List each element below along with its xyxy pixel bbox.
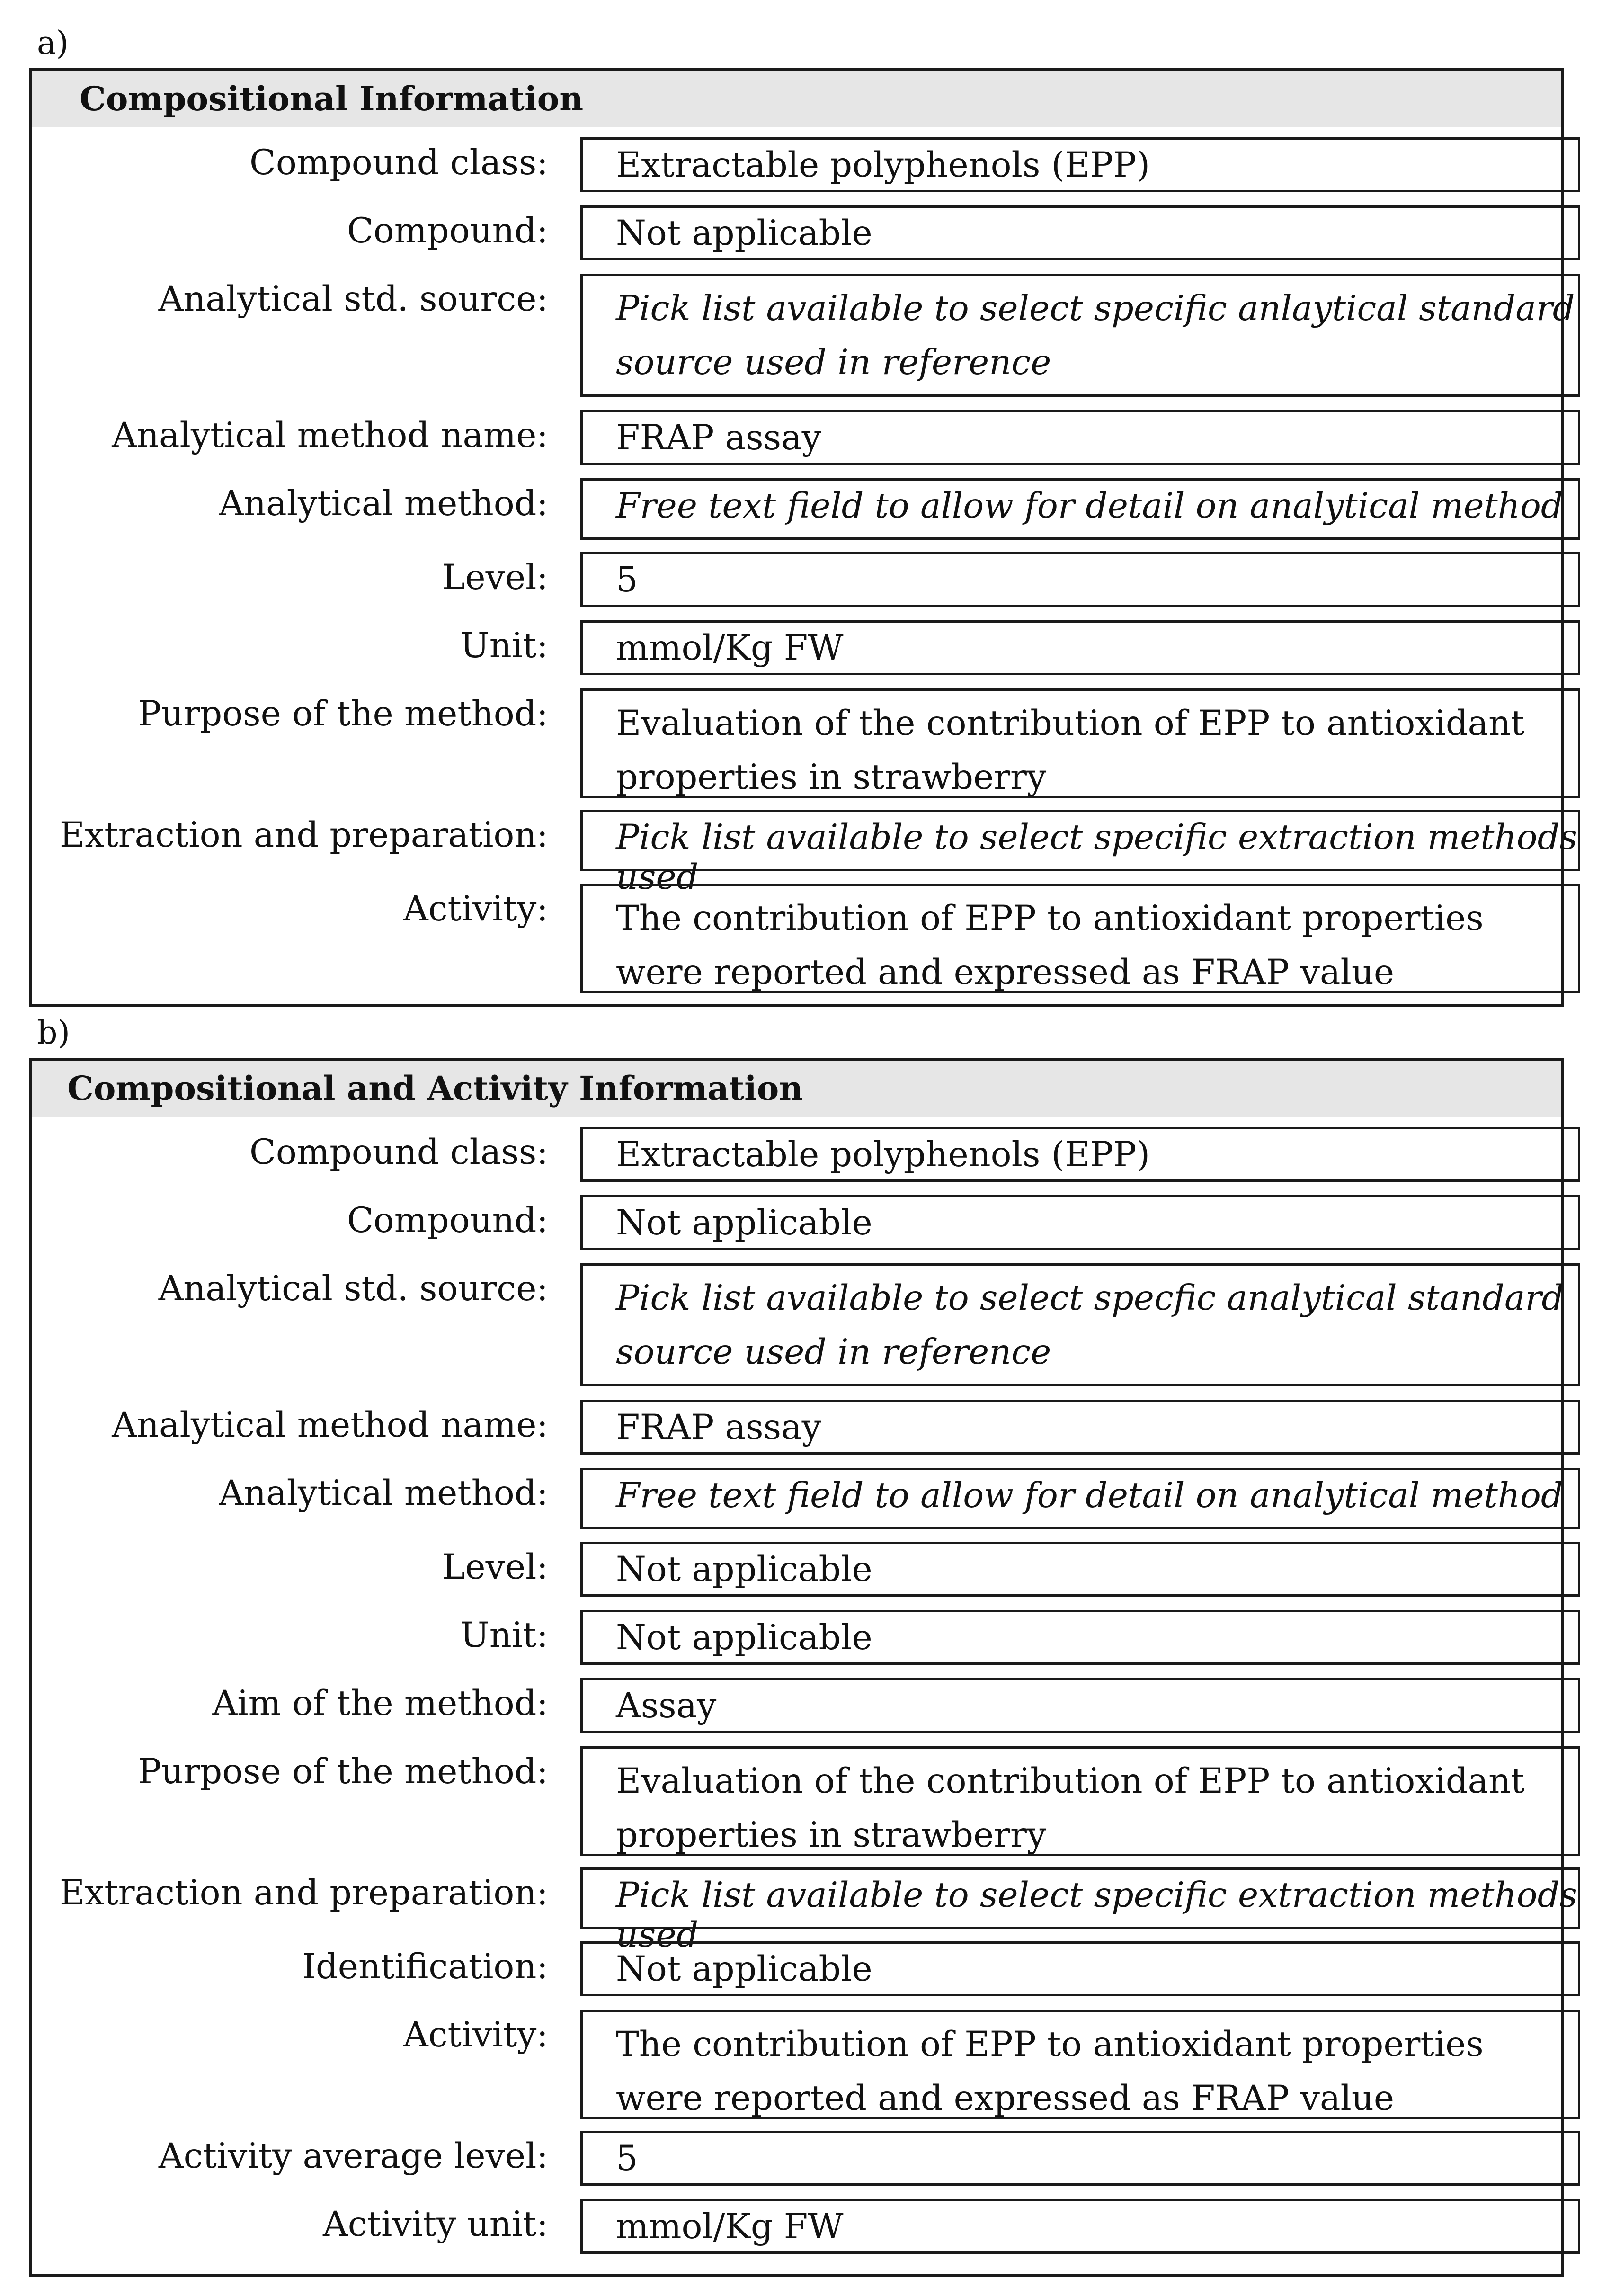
field-row xyxy=(32,1867,1577,1955)
field-value: Not applicable xyxy=(580,1195,1580,1250)
field-value: Evaluation of the contribution of EPP to antioxidant properties in strawberry xyxy=(580,1746,1580,1856)
field-label: Identification: xyxy=(302,1947,548,1987)
field-row xyxy=(32,137,1561,192)
field-label: Activity: xyxy=(403,2015,548,2055)
field-value: 5 xyxy=(580,2131,1580,2186)
field-label: Unit: xyxy=(460,1615,548,1655)
field-label: Analytical std. source: xyxy=(158,1269,548,1309)
field-row xyxy=(32,1468,1561,1529)
field-value: Extractable polyphenols (EPP) xyxy=(580,1127,1580,1182)
field-value: The contribution of EPP to antioxidant properties were reported and expressed as FRAP value xyxy=(580,2010,1580,2119)
field-label: Level: xyxy=(442,1547,548,1587)
field-label: Analytical method: xyxy=(219,483,548,524)
field-row xyxy=(32,1941,1561,1996)
field-row xyxy=(32,1678,1561,1733)
panel-a xyxy=(29,68,1577,1007)
field-row xyxy=(32,884,1561,993)
field-label: Unit: xyxy=(460,625,548,666)
field-value: FRAP assay xyxy=(580,1400,1580,1455)
field-row xyxy=(32,2199,1561,2254)
field-value: Free text field to allow for detail on analytical method xyxy=(580,478,1580,540)
field-row xyxy=(32,1127,1561,1182)
field-value: Free text field to allow for detail on analytical method xyxy=(580,1468,1580,1529)
field-label: Compound: xyxy=(347,1200,548,1241)
panel-a-label: a) xyxy=(37,25,69,62)
field-value: Evaluation of the contribution of EPP to antioxidant properties in strawberry xyxy=(580,688,1580,798)
field-row xyxy=(32,620,1561,675)
field-row xyxy=(32,1610,1561,1665)
field-value: Not applicable xyxy=(580,1941,1580,1996)
field-label: Purpose of the method: xyxy=(138,1751,548,1792)
field-label: Activity: xyxy=(403,889,548,929)
field-row xyxy=(32,1542,1561,1597)
field-value: Not applicable xyxy=(580,205,1580,260)
field-row xyxy=(32,478,1561,540)
field-value: Assay xyxy=(580,1678,1580,1733)
field-value: Pick list available to select specfic analytical standard source used in reference xyxy=(580,1263,1580,1386)
field-value: Not applicable xyxy=(580,1542,1580,1597)
field-row xyxy=(32,274,1575,397)
field-label: Analytical std. source: xyxy=(158,279,548,319)
field-label: Compound: xyxy=(347,211,548,251)
field-label: Compound class: xyxy=(249,143,548,183)
field-row xyxy=(32,2131,1561,2186)
field-label: Analytical method name: xyxy=(112,1405,548,1445)
field-row xyxy=(32,2010,1561,2119)
field-row xyxy=(32,1746,1561,1856)
field-label: Extraction and preparation: xyxy=(59,815,548,855)
field-row xyxy=(32,1400,1561,1455)
field-label: Extraction and preparation: xyxy=(59,1873,548,1913)
field-label: Purpose of the method: xyxy=(138,694,548,734)
field-value: Pick list available to select specific anlaytical standard source used in reference xyxy=(580,274,1580,397)
field-row xyxy=(32,1195,1561,1250)
field-label: Level: xyxy=(442,557,548,598)
field-row xyxy=(32,688,1561,798)
field-value: FRAP assay xyxy=(580,410,1580,465)
field-row xyxy=(32,810,1577,897)
field-value: 5 xyxy=(580,552,1580,607)
panel-b-title: Compositional and Activity Information xyxy=(32,1061,1561,1117)
field-value: Pick list available to select specific extraction methods used xyxy=(580,1867,1580,1929)
field-label: Activity average level: xyxy=(158,2136,548,2176)
panel-b xyxy=(29,1058,1577,2277)
field-label: Analytical method name: xyxy=(112,415,548,456)
field-row xyxy=(32,205,1561,260)
field-label: Analytical method: xyxy=(219,1473,548,1513)
field-value: mmol/Kg FW xyxy=(580,2199,1580,2254)
field-label: Aim of the method: xyxy=(212,1683,548,1724)
field-row xyxy=(32,410,1561,465)
field-value: Extractable polyphenols (EPP) xyxy=(580,137,1580,192)
field-row xyxy=(32,552,1561,607)
panel-a-title: Compositional Information xyxy=(32,71,1561,127)
field-label: Compound class: xyxy=(249,1132,548,1172)
panel-b-label: b) xyxy=(37,1014,71,1052)
field-value: Pick list available to select specific extraction methods used xyxy=(580,810,1580,871)
field-value: mmol/Kg FW xyxy=(580,620,1580,675)
field-label: Activity unit: xyxy=(323,2204,548,2244)
field-row xyxy=(32,1263,1564,1386)
field-value: Not applicable xyxy=(580,1610,1580,1665)
field-value: The contribution of EPP to antioxidant properties were reported and expressed as FRAP value xyxy=(580,884,1580,993)
